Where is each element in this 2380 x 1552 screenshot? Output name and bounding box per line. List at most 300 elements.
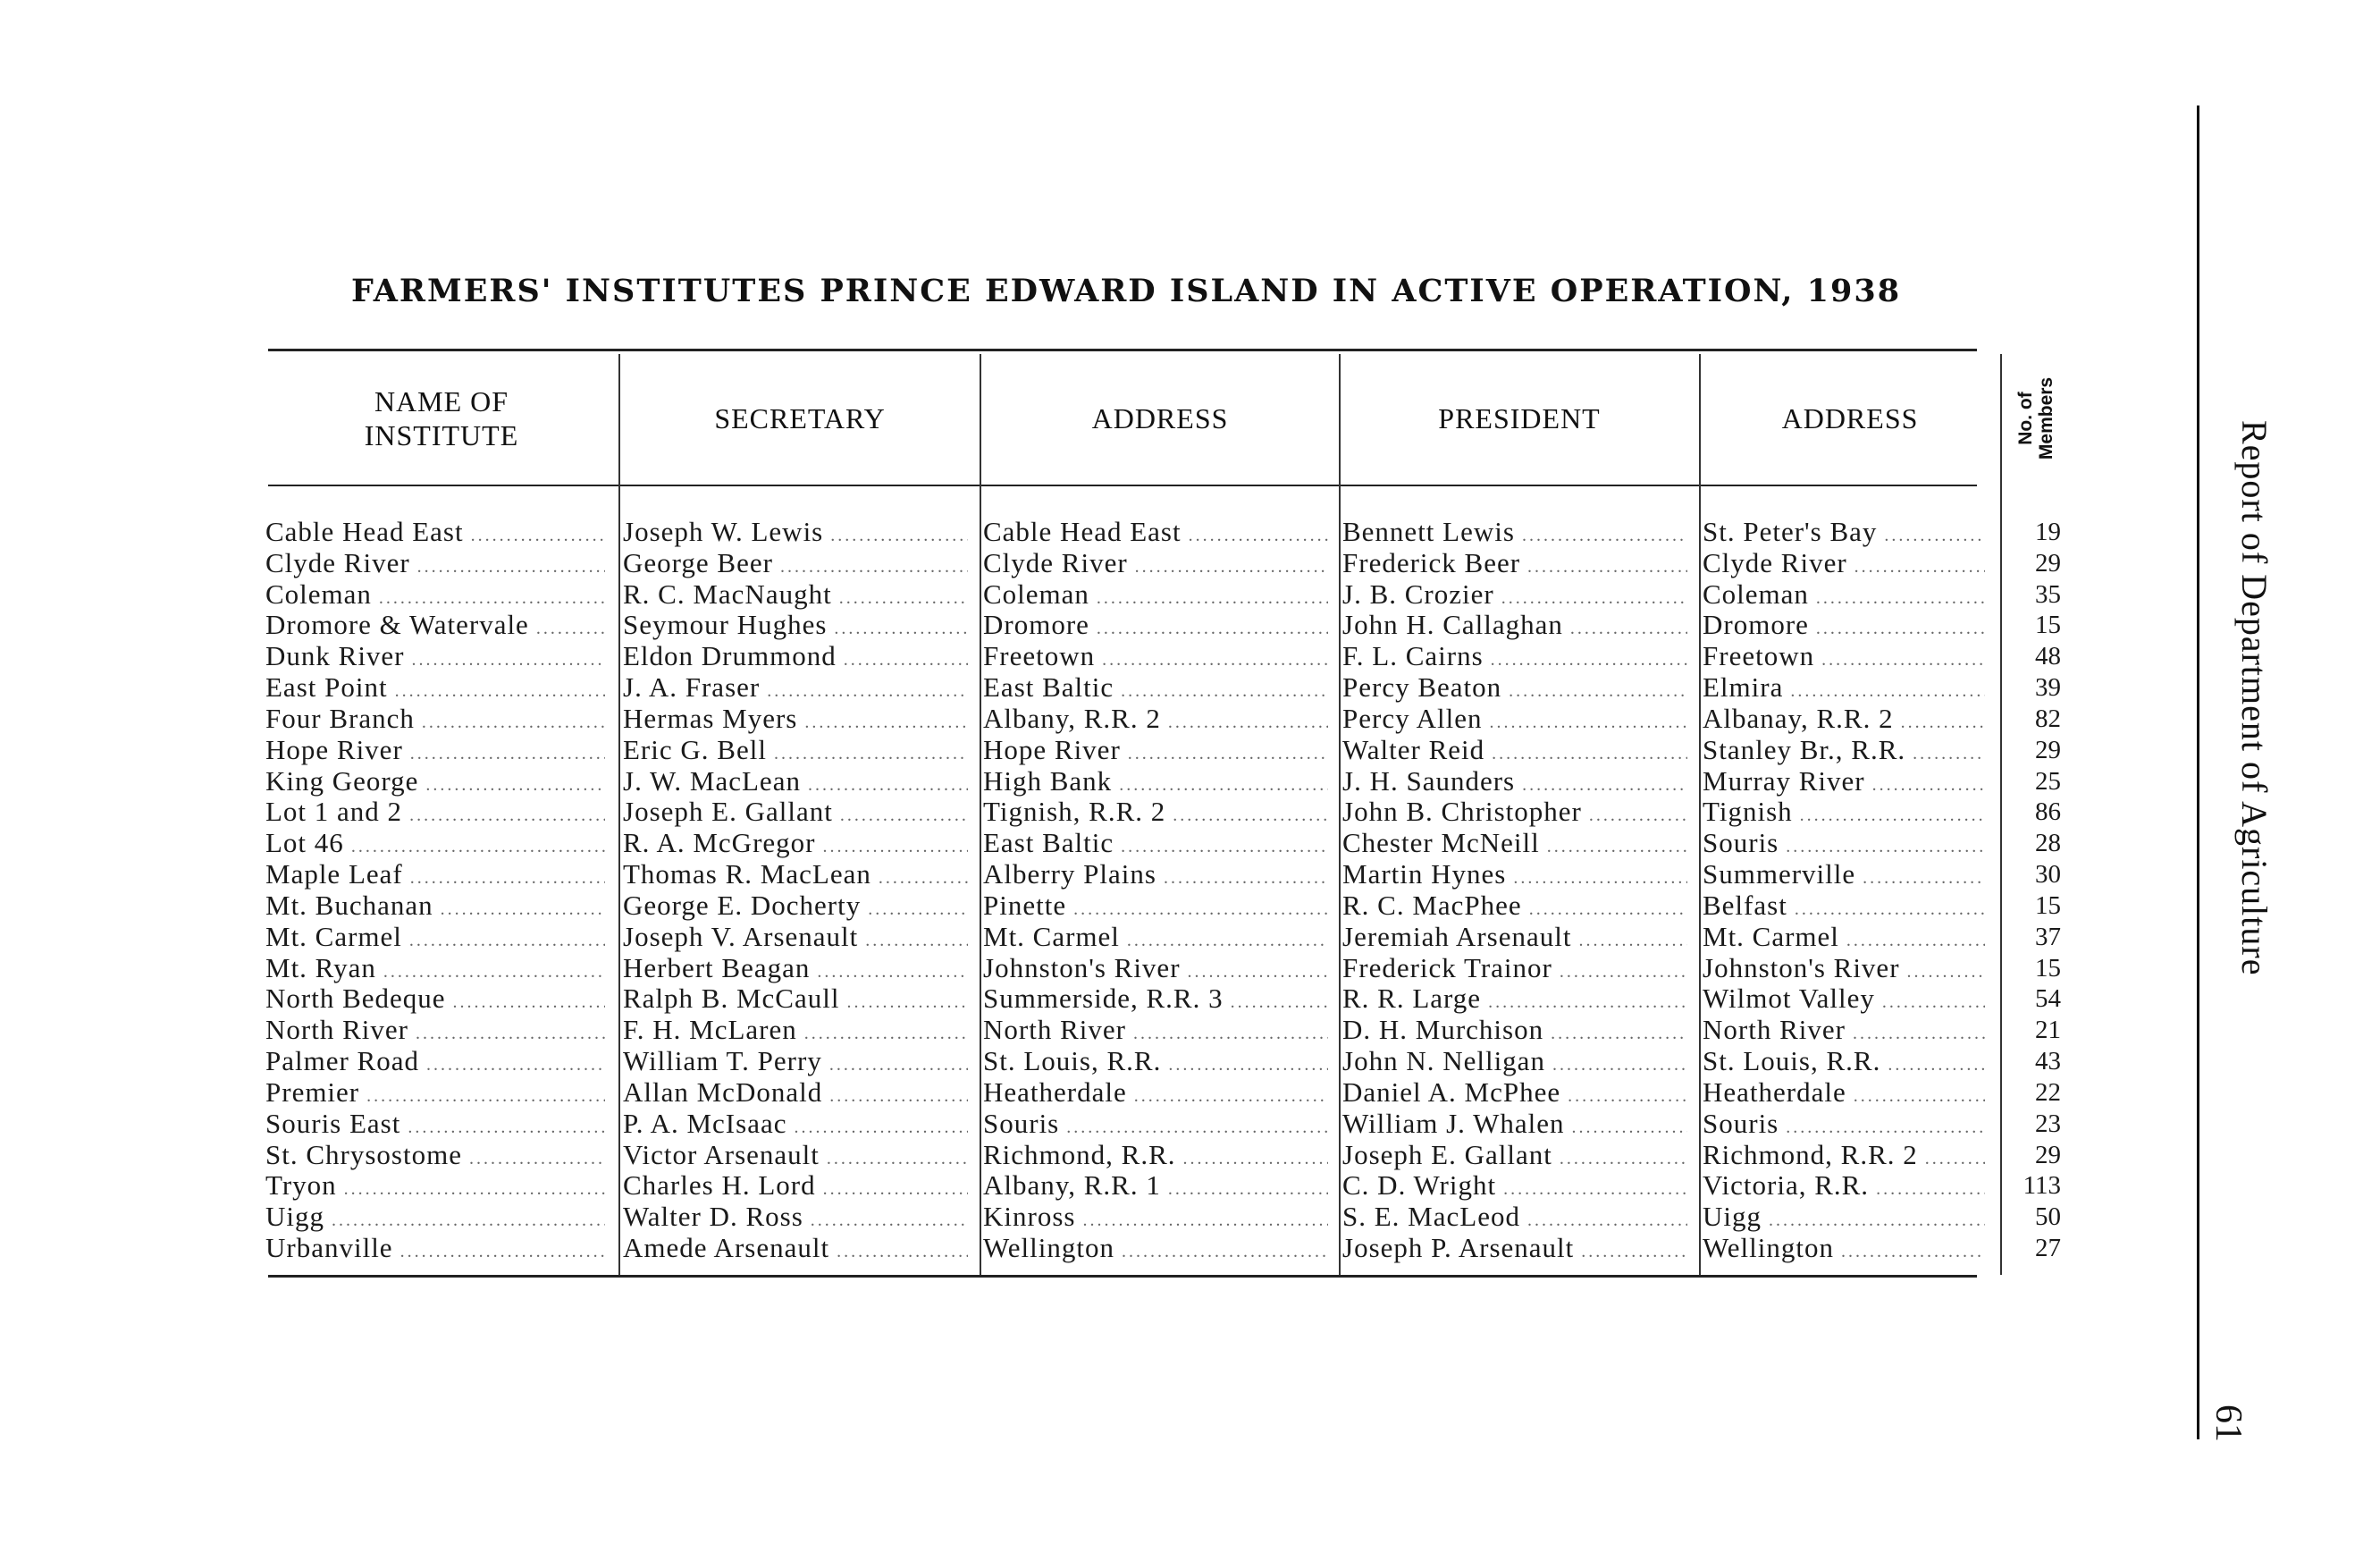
institute-name: Souris East [265, 1108, 401, 1139]
secretary-address-cell [983, 672, 1333, 704]
leader-dots [1786, 831, 1985, 859]
leader-dots [1522, 520, 1687, 548]
leader-dots [840, 800, 968, 828]
leader-dots [1082, 1205, 1328, 1233]
secretary-name-cell [623, 983, 973, 1015]
leader-dots [780, 552, 968, 579]
leader-dots [1097, 583, 1328, 611]
institute-name-cell [265, 983, 610, 1015]
secretary-address: North River [983, 1015, 1126, 1046]
president-address-cell [1703, 579, 1990, 611]
leader-dots [1907, 957, 1985, 984]
president-address: Stanley Br., R.R. [1703, 734, 1906, 765]
table-row [0, 1170, 2380, 1202]
president-address-cell [1703, 1015, 1990, 1046]
institute-name: Dromore & Watervale [265, 610, 529, 641]
president-address-cell [1703, 766, 1990, 797]
table-bottom-rule [268, 1275, 1977, 1278]
secretary-name: Eric G. Bell [623, 734, 767, 765]
institute-name-cell [265, 548, 610, 579]
president-address: Mt. Carmel [1703, 921, 1839, 952]
member-count: 86 [2035, 797, 2061, 827]
president-name-cell [1342, 1015, 1693, 1046]
institute-name-cell [265, 1077, 610, 1109]
leader-dots [1490, 707, 1688, 735]
member-count-cell [1995, 1202, 2061, 1233]
leader-dots [471, 520, 605, 548]
secretary-name: Herbert Beagan [623, 952, 811, 983]
president-address: Elmira [1703, 672, 1784, 704]
president-name: R. R. Large [1342, 983, 1482, 1015]
secretary-address: Cable Head East [983, 517, 1182, 547]
president-address: Johnston's River [1703, 952, 1900, 983]
header-president-address [1703, 358, 1997, 479]
member-count-cell [1995, 953, 2061, 984]
member-count-cell [1995, 517, 2061, 548]
leader-dots [1560, 957, 1687, 984]
secretary-address: Albany, R.R. 1 [983, 1170, 1161, 1202]
secretary-name: Seymour Hughes [623, 610, 828, 641]
leader-dots [1121, 831, 1328, 859]
leader-dots [453, 987, 605, 1015]
member-count-cell [1995, 610, 2061, 641]
leader-dots [1527, 1205, 1687, 1233]
member-count: 19 [2035, 518, 2061, 546]
president-name: F. L. Cairns [1342, 641, 1484, 672]
table-row [0, 610, 2380, 641]
leader-dots [1821, 645, 1985, 672]
secretary-address: St. Louis, R.R. [983, 1046, 1162, 1077]
president-name: Walter Reid [1342, 734, 1485, 765]
leader-dots [1097, 613, 1328, 641]
secretary-name-cell [623, 859, 973, 890]
page-title: FARMERS' INSTITUTES PRINCE EDWARD ISLAND IN ACTIVE OPERATION, 1938 [350, 273, 1902, 309]
institute-name-cell [265, 579, 610, 611]
secretary-address: Johnston's River [983, 952, 1181, 983]
institute-name: Lot 46 [265, 828, 344, 859]
president-address-cell [1703, 1077, 1990, 1109]
member-count: 35 [2035, 579, 2061, 609]
member-count-cell [1995, 1015, 2061, 1046]
president-address: Dromore [1703, 610, 1809, 641]
president-address-cell [1703, 1170, 1990, 1202]
leader-dots [1164, 863, 1328, 890]
institute-name: North Bedeque [265, 983, 446, 1015]
leader-dots [804, 707, 968, 735]
leader-dots [1128, 738, 1328, 766]
president-name-cell [1342, 735, 1693, 766]
table-row [0, 641, 2380, 672]
secretary-name-cell [623, 1202, 973, 1233]
leader-dots [1846, 925, 1985, 953]
president-address: Murray River [1703, 765, 1865, 797]
secretary-name: Charles H. Lord [623, 1170, 816, 1202]
leader-dots [417, 552, 605, 579]
secretary-name-cell [623, 1015, 973, 1046]
member-count-cell [1995, 766, 2061, 797]
header-institute [268, 358, 615, 479]
institute-name-cell [265, 1202, 610, 1233]
secretary-name: Allan McDonald [623, 1076, 823, 1108]
secretary-address-cell [983, 641, 1333, 672]
secretary-name-cell [623, 797, 973, 828]
president-name: Percy Allen [1342, 703, 1483, 734]
leader-dots [422, 707, 605, 735]
member-count: 43 [2035, 1047, 2061, 1076]
institute-name: St. Chrysostome [265, 1139, 462, 1170]
leader-dots [1925, 1143, 1985, 1171]
member-count: 23 [2035, 1109, 2061, 1138]
leader-dots [1133, 1018, 1328, 1046]
leader-dots [1589, 800, 1687, 828]
president-address-cell [1703, 517, 1990, 548]
institute-name: Clyde River [265, 547, 410, 578]
president-name-cell [1342, 1140, 1693, 1171]
side-running-title [2234, 420, 2279, 1135]
table-header-rule [268, 485, 1977, 486]
secretary-name-cell [623, 922, 973, 953]
member-count-cell [1995, 1140, 2061, 1171]
secretary-address-cell [983, 953, 1333, 984]
leader-dots [1127, 925, 1328, 953]
leader-dots [1853, 1018, 1985, 1046]
secretary-name-cell [623, 766, 973, 797]
president-address: Albanay, R.R. 2 [1703, 703, 1894, 734]
secretary-name: William T. Perry [623, 1046, 822, 1077]
president-name-cell [1342, 1202, 1693, 1233]
leader-dots [846, 987, 968, 1015]
leader-dots [426, 1050, 605, 1077]
president-name-cell [1342, 922, 1693, 953]
secretary-name-cell [623, 1233, 973, 1264]
leader-dots [1529, 894, 1687, 922]
leader-dots [1551, 1018, 1687, 1046]
president-name: John B. Christopher [1342, 797, 1582, 828]
secretary-address-cell [983, 983, 1333, 1015]
secretary-address-cell [983, 517, 1333, 548]
president-name: Joseph E. Gallant [1342, 1139, 1552, 1170]
leader-dots [410, 863, 605, 890]
secretary-address: Summerside, R.R. 3 [983, 983, 1224, 1015]
member-count-cell [1995, 641, 2061, 672]
institute-name-cell [265, 1140, 610, 1171]
leader-dots [410, 738, 605, 766]
member-count: 48 [2035, 642, 2061, 671]
institute-name-cell [265, 890, 610, 922]
leader-dots [383, 957, 605, 984]
president-address-cell [1703, 610, 1990, 641]
secretary-name-cell [623, 1170, 973, 1202]
leader-dots [1173, 800, 1328, 828]
president-address-cell [1703, 704, 1990, 735]
secretary-name: Joseph V. Arsenault [623, 921, 859, 952]
header-members [2004, 358, 2068, 479]
leader-dots [767, 676, 968, 704]
secretary-name-cell [623, 735, 973, 766]
president-name-cell [1342, 548, 1693, 579]
leader-dots [1795, 894, 1985, 922]
header-secretary [622, 358, 978, 479]
institute-name: Mt. Ryan [265, 952, 376, 983]
institute-name: Premier [265, 1076, 360, 1108]
member-count: 29 [2035, 1140, 2061, 1169]
president-name: Frederick Trainor [1342, 952, 1552, 983]
president-name-cell [1342, 610, 1693, 641]
leader-dots [1581, 1236, 1687, 1264]
secretary-name: J. W. MacLean [623, 765, 801, 797]
secretary-address: East Baltic [983, 672, 1114, 704]
president-address: Coleman [1703, 578, 1809, 610]
member-count-cell [1995, 735, 2061, 766]
member-count-cell [1995, 704, 2061, 735]
secretary-address: Heatherdale [983, 1076, 1127, 1108]
secretary-address-cell [983, 1077, 1333, 1109]
secretary-address: Kinross [983, 1202, 1076, 1233]
leader-dots [1854, 552, 1985, 579]
leader-dots [1527, 552, 1687, 579]
institute-name-cell [265, 766, 610, 797]
president-address: Clyde River [1703, 547, 1847, 578]
leader-dots [1552, 1050, 1687, 1077]
leader-dots [839, 583, 968, 611]
secretary-address-cell [983, 1046, 1333, 1077]
secretary-name: J. A. Fraser [623, 672, 761, 704]
member-count: 15 [2035, 890, 2061, 920]
institute-name: Tryon [265, 1170, 337, 1202]
leader-dots [1122, 1236, 1328, 1264]
vertical-edge-rule [2197, 105, 2199, 1439]
institute-name-cell [265, 797, 610, 828]
member-count-cell [1995, 1077, 2061, 1109]
leader-dots [1800, 800, 1985, 828]
president-address-cell [1703, 828, 1990, 859]
secretary-address-cell [983, 922, 1333, 953]
leader-dots [1572, 1112, 1688, 1140]
institute-name-cell [265, 1109, 610, 1140]
leader-dots [794, 1112, 968, 1140]
secretary-name: Walter D. Ross [623, 1202, 803, 1233]
leader-dots [1073, 894, 1328, 922]
president-name-cell [1342, 579, 1693, 611]
institute-name-cell [265, 1170, 610, 1202]
institute-name-cell [265, 828, 610, 859]
institute-name-cell [265, 610, 610, 641]
president-address: Tignish [1703, 797, 1793, 828]
secretary-name-cell [623, 548, 973, 579]
secretary-name-cell [623, 890, 973, 922]
president-address-cell [1703, 859, 1990, 890]
institute-name-cell [265, 1233, 610, 1264]
table-row [0, 890, 2380, 922]
secretary-address: Tignish, R.R. 2 [983, 797, 1166, 828]
leader-dots [409, 800, 605, 828]
secretary-address: Mt. Carmel [983, 921, 1120, 952]
president-address: Summerville [1703, 859, 1856, 890]
leader-dots [366, 1081, 605, 1109]
president-address: Wilmot Valley [1703, 983, 1875, 1015]
president-name: J. H. Saunders [1342, 765, 1516, 797]
leader-dots [774, 738, 968, 766]
president-address: Wellington [1703, 1233, 1834, 1264]
secretary-address: Freetown [983, 641, 1096, 672]
leader-dots [1492, 738, 1687, 766]
leader-dots [1503, 1174, 1687, 1202]
president-name-cell [1342, 859, 1693, 890]
header-president [1342, 358, 1696, 479]
leader-dots [1066, 1112, 1328, 1140]
secretary-address-cell [983, 797, 1333, 828]
leader-dots [804, 1018, 968, 1046]
leader-dots [1816, 613, 1985, 641]
leader-dots [1884, 520, 1985, 548]
president-name: Frederick Beer [1342, 547, 1521, 578]
leader-dots [412, 645, 605, 672]
leader-dots [332, 1205, 605, 1233]
secretary-address-cell [983, 1170, 1333, 1202]
leader-dots [1863, 863, 1985, 890]
leader-dots [395, 676, 605, 704]
institute-name: Lot 1 and 2 [265, 797, 403, 828]
leader-dots [1168, 1050, 1328, 1077]
leader-dots [834, 613, 968, 641]
secretary-name: F. H. McLaren [623, 1015, 797, 1046]
secretary-name-cell [623, 704, 973, 735]
member-count: 15 [2035, 611, 2061, 640]
leader-dots [1882, 987, 1985, 1015]
president-name: D. H. Murchison [1342, 1015, 1544, 1046]
leader-dots [1168, 707, 1328, 735]
secretary-name-cell [623, 672, 973, 704]
leader-dots [441, 894, 605, 922]
table-row [0, 672, 2380, 704]
leader-dots [868, 894, 968, 922]
president-name-cell [1342, 517, 1693, 548]
president-name-cell [1342, 704, 1693, 735]
member-count-cell [1995, 797, 2061, 828]
leader-dots [817, 957, 968, 984]
member-count: 113 [2023, 1171, 2061, 1201]
member-count-cell [1995, 1170, 2061, 1202]
president-address: Souris [1703, 828, 1779, 859]
institute-name: Dunk River [265, 641, 405, 672]
leader-dots [1901, 707, 1985, 735]
president-name-cell [1342, 953, 1693, 984]
president-name: Chester McNeill [1342, 828, 1540, 859]
president-name: R. C. MacPhee [1342, 890, 1522, 921]
leader-dots [408, 1112, 605, 1140]
member-count-cell [1995, 1233, 2061, 1264]
president-address: Souris [1703, 1108, 1779, 1139]
leader-dots [1888, 1050, 1985, 1077]
member-count-cell [1995, 983, 2061, 1015]
president-name: S. E. MacLeod [1342, 1202, 1520, 1233]
secretary-address: East Baltic [983, 828, 1114, 859]
president-address: Belfast [1703, 890, 1787, 921]
leader-dots [379, 583, 605, 611]
president-address: North River [1703, 1015, 1846, 1046]
institute-name-cell [265, 1046, 610, 1077]
member-count: 27 [2035, 1234, 2061, 1263]
secretary-address: Pinette [983, 890, 1067, 921]
president-name-cell [1342, 766, 1693, 797]
secretary-name: Joseph W. Lewis [623, 517, 824, 547]
institute-name: Coleman [265, 578, 372, 610]
table-row [0, 1140, 2380, 1171]
president-name: Bennett Lewis [1342, 517, 1515, 547]
secretary-name: Victor Arsenault [623, 1139, 820, 1170]
leader-dots [1168, 1174, 1328, 1202]
institute-name: East Point [265, 672, 388, 704]
leader-dots [1135, 552, 1328, 579]
secretary-address: Hope River [983, 734, 1121, 765]
table-row [0, 797, 2380, 828]
secretary-address: Souris [983, 1108, 1060, 1139]
leader-dots [1488, 987, 1687, 1015]
secretary-address: Albany, R.R. 2 [983, 703, 1161, 734]
member-count-cell [1995, 672, 2061, 704]
member-count: 25 [2035, 766, 2061, 796]
leader-dots [844, 645, 968, 672]
secretary-name: George Beer [623, 547, 773, 578]
president-address: St. Peter's Bay [1703, 517, 1878, 547]
table-row [0, 1015, 2380, 1046]
leader-dots [1568, 1081, 1687, 1109]
secretary-name: Amede Arsenault [623, 1233, 830, 1264]
secretary-address: Richmond, R.R. [983, 1139, 1176, 1170]
table-row [0, 766, 2380, 797]
president-address-cell [1703, 1109, 1990, 1140]
president-address: Richmond, R.R. 2 [1703, 1139, 1918, 1170]
president-name: Jeremiah Arsenault [1342, 921, 1572, 952]
header-president-label: PRESIDENT [1438, 402, 1601, 434]
leader-dots [1509, 676, 1687, 704]
table-row [0, 828, 2380, 859]
secretary-name-cell [623, 641, 973, 672]
secretary-address: High Bank [983, 765, 1113, 797]
table-row [0, 735, 2380, 766]
header-secretary-address [983, 358, 1337, 479]
president-address-cell [1703, 641, 1990, 672]
leader-dots [1188, 957, 1328, 984]
leader-dots [536, 613, 605, 641]
header-president-address-label: ADDRESS [1781, 402, 1919, 434]
leader-dots [811, 1205, 968, 1233]
member-count: 50 [2035, 1202, 2061, 1232]
leader-dots [400, 1236, 605, 1264]
secretary-name: Thomas R. MacLean [623, 859, 871, 890]
table-row [0, 517, 2380, 548]
header-institute-label: NAME OF INSTITUTE [364, 385, 519, 451]
leader-dots [1570, 613, 1687, 641]
secretary-name-cell [623, 610, 973, 641]
page-number [2209, 1402, 2254, 1455]
institute-name-cell [265, 672, 610, 704]
table-row [0, 579, 2380, 611]
secretary-address-cell [983, 1140, 1333, 1171]
leader-dots [1547, 831, 1687, 859]
institute-name-cell [265, 1015, 610, 1046]
president-address: Heatherdale [1703, 1076, 1846, 1108]
leader-dots [1491, 645, 1687, 672]
leader-dots [1769, 1205, 1985, 1233]
leader-dots [1121, 676, 1328, 704]
institute-name-cell [265, 859, 610, 890]
president-name-cell [1342, 1109, 1693, 1140]
institute-name-cell [265, 517, 610, 548]
institute-name: Mt. Buchanan [265, 890, 433, 921]
member-count: 15 [2035, 953, 2061, 983]
president-address-cell [1703, 735, 1990, 766]
